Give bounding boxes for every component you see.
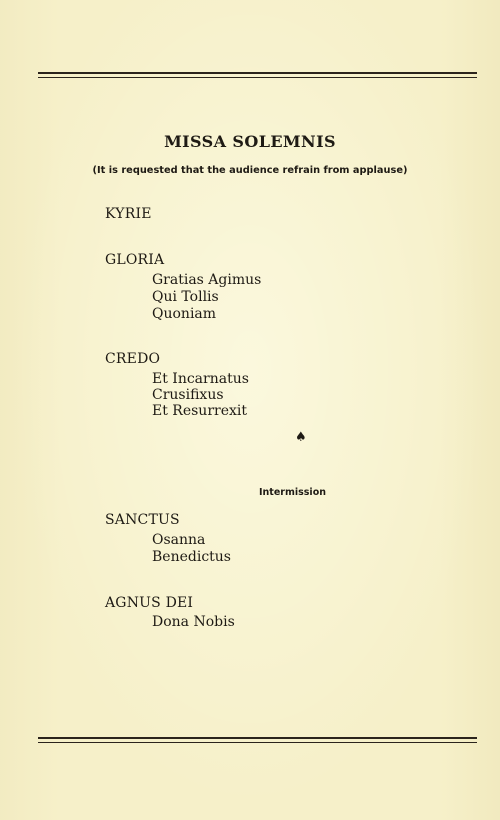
spade-ornament-icon: ♠ [295, 430, 307, 445]
movement-agnus-dei: AGNUS DEI [105, 595, 194, 611]
top-double-rule [38, 72, 477, 78]
gloria-part-qui-tollis: Qui Tollis [152, 289, 219, 305]
bottom-double-rule [38, 737, 477, 743]
movement-credo: CREDO [105, 351, 161, 367]
credo-part-et-resurrexit: Et Resurrexit [152, 403, 247, 419]
movement-sanctus: SANCTUS [105, 512, 180, 528]
agnus-dei-part-dona-nobis: Dona Nobis [152, 614, 235, 630]
applause-note: (It is requested that the audience refrain from applause) [92, 165, 408, 176]
sanctus-part-benedictus: Benedictus [152, 549, 231, 565]
intermission-label: Intermission [259, 487, 326, 498]
credo-part-et-incarnatus: Et Incarnatus [152, 371, 249, 387]
page-title: MISSA SOLEMNIS [164, 132, 336, 151]
sanctus-part-osanna: Osanna [152, 532, 206, 548]
credo-part-crusifixus: Crusifixus [152, 387, 224, 403]
gloria-part-quoniam: Quoniam [152, 306, 217, 322]
movement-gloria: GLORIA [105, 252, 165, 268]
movement-kyrie: KYRIE [105, 206, 152, 222]
gloria-part-gratias-agimus: Gratias Agimus [152, 272, 262, 288]
